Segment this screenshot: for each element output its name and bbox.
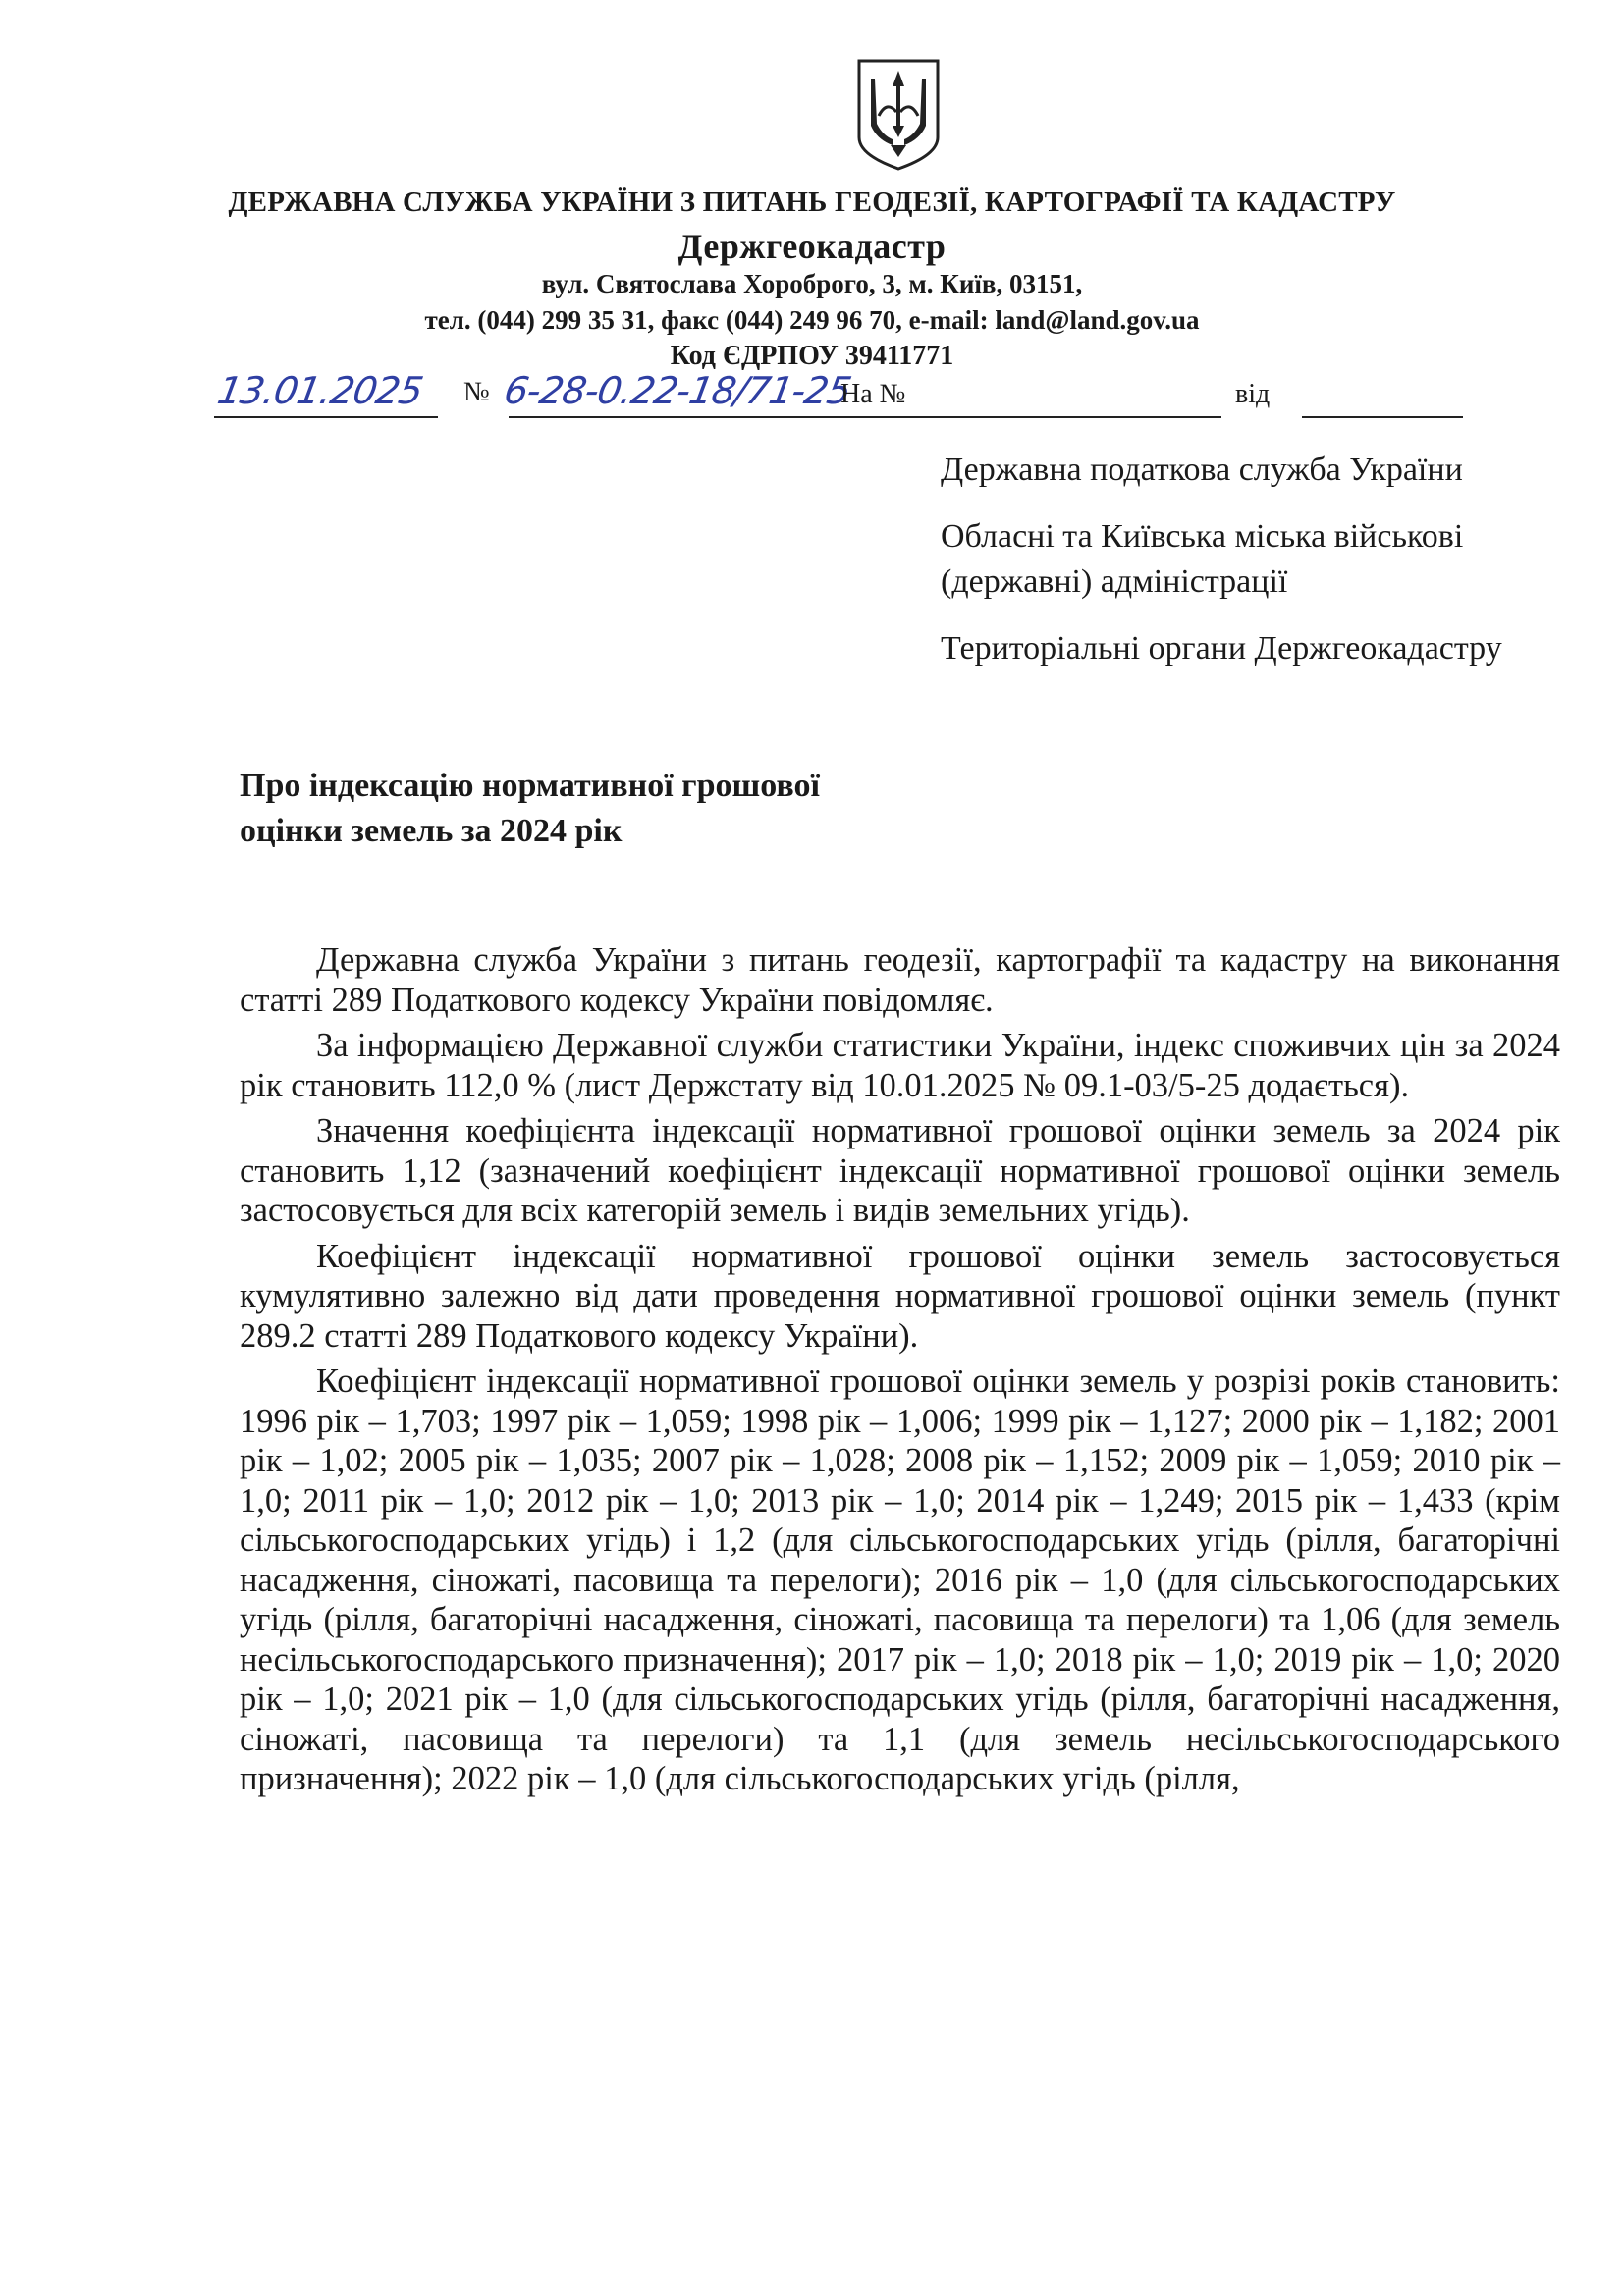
organization-name: ДЕРЖАВНА СЛУЖБА УКРАЇНИ З ПИТАНЬ ГЕОДЕЗІЇ, КАРТОГРАФІЇ ТА КАДАСТРУ (228, 187, 1396, 218)
organization-address: вул. Святослава Хороброго, 3, м. Київ, 03151, (541, 269, 1083, 298)
letter-body (240, 940, 1560, 1805)
organization-short-name: Держгеокадастр (677, 227, 947, 266)
organization-contacts: тел. (044) 299 35 31, факс (044) 249 96 70, e-mail: land@land.gov.ua (424, 305, 1200, 335)
addressee: Державна податкова служба України (941, 452, 1463, 488)
addressee: Обласні та Київська міська військові (державні) адміністрації (941, 518, 1464, 600)
from-underline (1302, 416, 1463, 418)
body-paragraph: Значення коефіцієнта індексації нормативної грошової оцінки земель за 2024 рік становить 1,12 (зазначений коефіцієнт індексації нормативної грошової оцінки земель застосовується для всіх категорій земель і видів земельних угідь). (240, 1112, 1560, 1229)
handwritten-date: 13.01.2025 (214, 369, 426, 412)
body-paragraph: За інформацією Державної служби статистики України, індекс споживчих цін за 2024 рік становить 112,0 % (лист Держстату від 10.01.2025 № 09.1-03/5-25 додається). (240, 1027, 1560, 1104)
registration-line (214, 367, 1490, 426)
reply-to-underline (937, 416, 1221, 418)
body-paragraph: Коефіцієнт індексації нормативної грошової оцінки земель у розрізі років становить: 1996 рік – 1,703; 1997 рік – 1,059; 1998 рік – 1,006; 1999 рік – 1,127; 2000 рік – 1,182; 2001 рік – 1,02; 2005 рік – 1,035; 2007 рік – 1,028; 2008 рік – 1,152; 2009 рік – 1,059; 2010 рік – 1,0; 2011 рік – 1,0; 2012 рік – 1,0; 2013 рік – 1,0; 2014 рік – 1,249; 2015 рік – 1,433 (крім сільськогосподарських угідь) і 1,2 (для сільськогосподарських угідь (рілля, багаторічні насадження, сіножаті, пасовища та перелоги); 2016 рік – 1,0 (для сільськогосподарських угідь (рілля, багаторічні насадження, сіножаті, пасовища та перелоги) та 1,06 (для земель несільськогосподарського призначення); 2017 рік – 1,0; 2018 рік – 1,0; 2019 рік – 1,0; 2020 рік – 1,0; 2021 рік – 1,0 (для сільськогосподарських угідь (рілля, багаторічні насадження, сіножаті, пасовища та перелоги) та 1,1 (для земель несільськогосподарського призначення); 2022 рік – 1,0 (для сільськогосподарських угідь (рілля, (240, 1362, 1560, 1797)
body-paragraph: Державна служба України з питань геодезії, картографії та кадастру на виконання статті 289 Податкового кодексу України повідомляє. (240, 941, 1560, 1019)
addressee: Територіальні органи Держгеокадастру (941, 630, 1502, 667)
number-label: № (463, 377, 490, 407)
body-paragraph: Коефіцієнт індексації нормативної грошової оцінки земель застосовується кумулятивно залежно від дати проведення нормативної грошової оцінки земель (пункт 289.2 статті 289 Податкового кодексу України). (240, 1237, 1560, 1355)
reply-to-label: На № (840, 379, 906, 409)
from-label: від (1235, 379, 1271, 409)
edrpou-code: Код ЄДРПОУ 39411771 (670, 341, 954, 371)
addressees-block (941, 448, 1569, 693)
handwritten-number: 6-28-0.22-18/71-25 (501, 369, 854, 412)
date-underline (214, 416, 438, 418)
ukraine-trident-icon (853, 57, 944, 173)
letter-subject: Про індексацію нормативної грошової оцінки земель за 2024 рік (240, 768, 820, 849)
